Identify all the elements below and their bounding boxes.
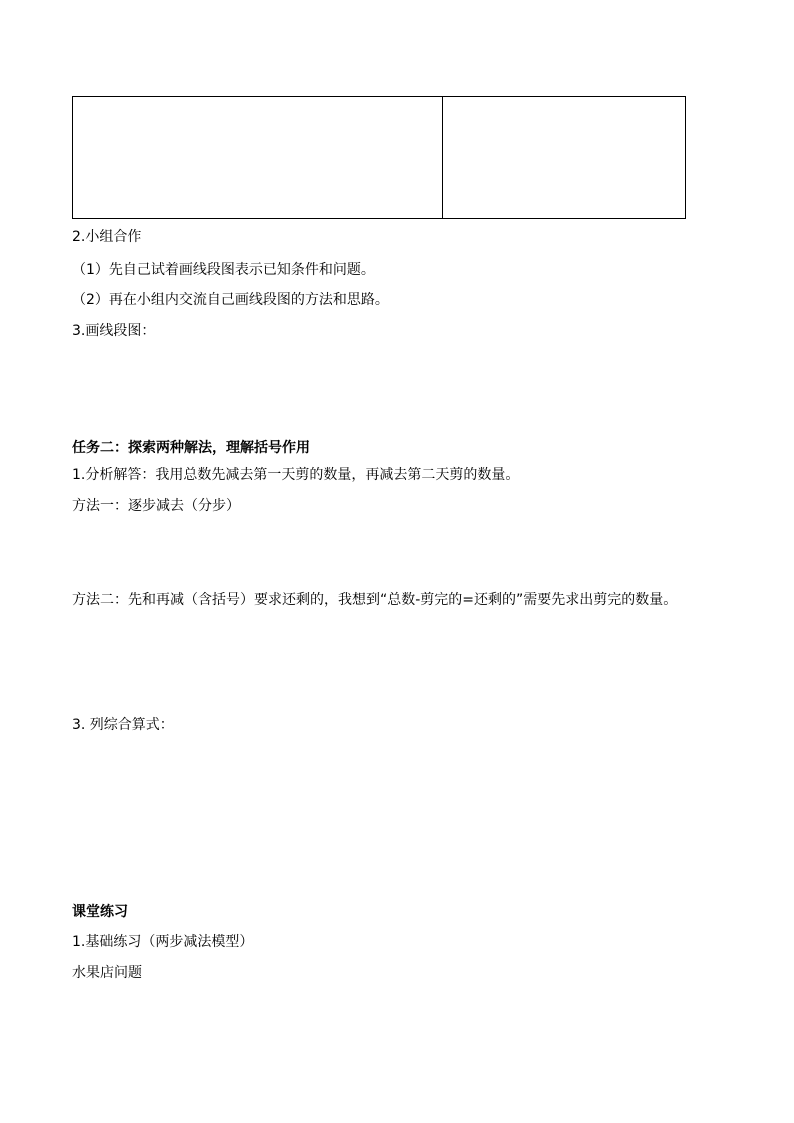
analysis-text: 1.分析解答：我用总数先减去第一天剪的数量，再减去第二天剪的数量。 xyxy=(72,467,520,483)
fruit-store-problem-label: 水果店问题 xyxy=(72,965,142,981)
formula-label: 3. 列综合算式： xyxy=(72,717,174,733)
group-work-heading: 2.小组合作 xyxy=(72,229,142,245)
practice-heading: 课堂练习 xyxy=(72,904,128,920)
method-two-text: 方法二：先和再减（含括号）要求还剩的，我想到“总数-剪完的=还剩的”需要先求出剪完的数量。 xyxy=(72,592,678,608)
method-one-text: 方法一：逐步减去（分步） xyxy=(72,498,240,514)
group-step-1: （1）先自己试着画线段图表示已知条件和问题。 xyxy=(72,262,375,278)
group-step-2: （2）再在小组内交流自己画线段图的方法和思路。 xyxy=(72,292,389,308)
answer-table xyxy=(72,96,686,219)
table-column-divider xyxy=(442,97,443,218)
basic-practice-label: 1.基础练习（两步减法模型） xyxy=(72,934,254,950)
task2-heading: 任务二：探索两种解法，理解括号作用 xyxy=(72,440,310,456)
draw-line-segment-label: 3.画线段图： xyxy=(72,323,156,339)
